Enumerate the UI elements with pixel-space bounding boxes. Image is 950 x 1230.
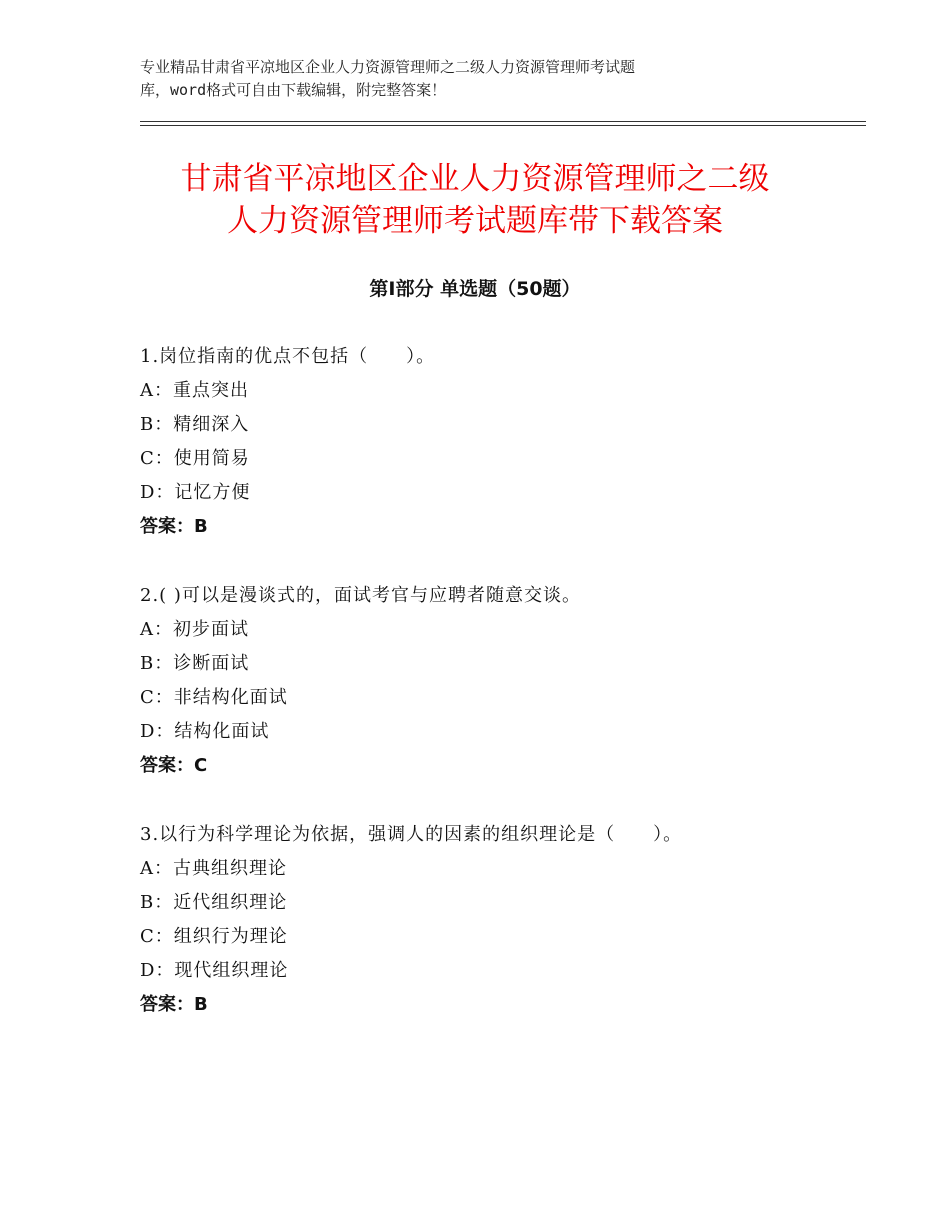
question-item: [140, 579, 860, 783]
question-item: [140, 818, 860, 1022]
document-header-note: [140, 56, 860, 102]
option-c: C：非结构化面试: [140, 687, 288, 708]
section-title: 第Ⅰ部分 单选题（50题）: [369, 278, 581, 300]
option-d: D：记忆方便: [140, 482, 251, 503]
title-line-1: 甘肃省平凉地区企业人力资源管理师之二级: [180, 161, 770, 197]
answer-label: 答案：C: [140, 755, 208, 776]
answer-label: 答案：B: [140, 994, 208, 1015]
option-a: A：初步面试: [140, 619, 249, 640]
option-a: A：重点突出: [140, 380, 249, 401]
option-b: B：精细深入: [140, 414, 250, 435]
header-note-line-1: 专业精品甘肃省平凉地区企业人力资源管理师之二级人力资源管理师考试题: [140, 58, 636, 76]
question-stem: 1.岗位指南的优点不包括（ ）。: [140, 346, 436, 367]
question-stem: 3.以行为科学理论为依据，强调人的因素的组织理论是（ ）。: [140, 824, 683, 845]
document-title: [140, 158, 810, 242]
question-item: [140, 340, 860, 544]
question-stem: 2.( )可以是漫谈式的，面试考官与应聘者随意交谈。: [140, 585, 581, 606]
option-b: B：诊断面试: [140, 653, 250, 674]
option-a: A：古典组织理论: [140, 858, 287, 879]
option-d: D：结构化面试: [140, 721, 270, 742]
header-note-line-2: 库，word格式可自由下载编辑，附完整答案！: [140, 81, 447, 99]
option-b: B：近代组织理论: [140, 892, 288, 913]
answer-label: 答案：B: [140, 516, 208, 537]
header-divider-top: [140, 121, 866, 122]
option-c: C：组织行为理论: [140, 926, 288, 947]
option-d: D：现代组织理论: [140, 960, 289, 981]
option-c: C：使用简易: [140, 448, 250, 469]
header-divider-bottom: [140, 125, 866, 126]
title-line-2: 人力资源管理师考试题库带下载答案: [227, 203, 723, 239]
